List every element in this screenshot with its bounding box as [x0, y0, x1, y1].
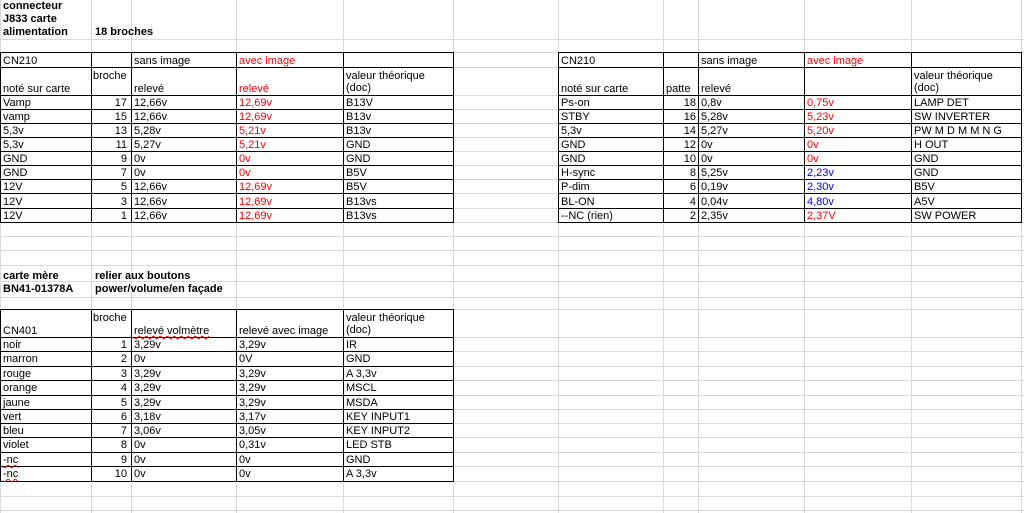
left-cell-valeur[interactable]: B13V	[346, 97, 373, 109]
bottom-cell-wire-color-text: marron	[3, 353, 38, 365]
left-cell-releve[interactable]: 5,28v	[134, 125, 161, 137]
right-cell-pin[interactable]: 14	[683, 125, 696, 137]
right-cell-valeur[interactable]: A5V	[914, 196, 935, 208]
right-header-note[interactable]: noté sur carte	[561, 83, 629, 95]
bottom-cell-releve-image[interactable]: 3,29v	[239, 368, 266, 380]
bottom-cell-releve-volmetre[interactable]: 0v	[134, 439, 146, 451]
right-cell-note[interactable]: BL-ON	[561, 196, 595, 208]
table-border-line	[0, 222, 454, 223]
bottom-cell-pin[interactable]: 2	[120, 353, 127, 365]
left-cell-releve[interactable]: 12,66v	[134, 181, 168, 193]
table-border-line	[1021, 52, 1022, 223]
table-border-line	[0, 380, 454, 381]
bottom-cell-releve-image[interactable]: 3,29v	[239, 382, 266, 394]
right-cell-releve[interactable]: 5,27v	[701, 125, 728, 137]
bottom-cell-wire-color[interactable]	[3, 454, 18, 466]
header-title-line-1[interactable]: connecteur	[3, 0, 63, 12]
right-cell-releve-image[interactable]: 2,30v	[807, 181, 834, 193]
right-cell-note[interactable]: --NC (rien)	[561, 210, 613, 222]
bottom-cell-wire-color[interactable]	[3, 339, 21, 351]
bottom-cell-wire-color-text: violet	[3, 439, 29, 451]
bottom-cell-wire-color[interactable]	[3, 353, 38, 365]
grid-row-line	[0, 236, 1024, 237]
table-border-line	[0, 309, 454, 310]
left-table-name[interactable]: CN210	[3, 55, 38, 67]
left-cell-releve-image[interactable]: 12,69v	[239, 111, 273, 123]
left-cell-releve[interactable]: 0v	[134, 153, 146, 165]
bottom-cell-wire-color-text: -nc	[3, 454, 19, 466]
left-cell-pin[interactable]: 15	[114, 111, 127, 123]
right-cell-valeur[interactable]: GND	[914, 153, 939, 165]
table-border-line	[0, 109, 454, 110]
table-border-line	[0, 309, 1, 482]
bottom-cell-wire-color[interactable]	[3, 439, 29, 451]
left-cell-valeur[interactable]: B5V	[346, 181, 367, 193]
right-table-name[interactable]: CN210	[561, 55, 596, 67]
bottom-cell-releve-image[interactable]: 0,31v	[239, 439, 266, 451]
right-cell-releve[interactable]: 0,04v	[701, 196, 728, 208]
bottom-cell-pin[interactable]: 8	[120, 439, 127, 451]
table-border-line	[343, 52, 344, 223]
right-cell-releve-image[interactable]: 0v	[807, 153, 819, 165]
bottom-cell-pin[interactable]: 4	[120, 382, 127, 394]
bottom-cell-pin[interactable]: 6	[120, 411, 127, 423]
left-cell-releve[interactable]: 12,66v	[134, 111, 168, 123]
left-cell-releve[interactable]: 12,66v	[134, 210, 168, 222]
right-cell-releve[interactable]: 0,19v	[701, 181, 728, 193]
table-border-line	[0, 481, 454, 482]
bottom-header-pin[interactable]: broche	[93, 312, 127, 324]
right-cell-releve-image[interactable]: 0,75v	[807, 97, 834, 109]
right-cell-releve[interactable]: 5,28v	[701, 111, 728, 123]
left-cell-note[interactable]: 12V	[3, 196, 23, 208]
left-cell-note[interactable]: 5,3v	[3, 125, 24, 137]
bottom-cell-releve-image[interactable]: 3,05v	[239, 425, 266, 437]
grid-row-line	[0, 250, 1024, 251]
right-cell-note[interactable]: GND	[561, 153, 586, 165]
right-cell-releve-image[interactable]: 2,23v	[807, 167, 834, 179]
table-border-line	[558, 67, 1022, 68]
left-cell-releve-image[interactable]: 0v	[239, 167, 251, 179]
right-header-releve[interactable]: relevé	[701, 83, 731, 95]
table-border-line	[558, 222, 1022, 223]
bottom-cell-wire-color[interactable]	[3, 382, 37, 394]
table-border-line	[0, 409, 454, 410]
bottom-cell-valeur[interactable]: MSCL	[346, 382, 377, 394]
left-cell-releve-image[interactable]: 12,69v	[239, 196, 273, 208]
header-title-line-2[interactable]: J833 carte	[3, 13, 57, 25]
bottom-header-releve-volmetre-text: relevé volmètre	[134, 325, 210, 337]
right-cell-note[interactable]: H-sync	[561, 167, 596, 179]
right-cell-releve[interactable]: 2,35v	[701, 210, 728, 222]
right-cell-note[interactable]: GND	[561, 139, 586, 151]
left-cell-releve-image[interactable]: 5,21v	[239, 125, 266, 137]
table-border-line	[0, 165, 454, 166]
bottom-cell-releve-image[interactable]: 0v	[239, 468, 251, 480]
left-cell-pin[interactable]: 13	[114, 125, 127, 137]
right-cell-releve[interactable]: 0v	[701, 139, 713, 151]
bottom-cell-wire-color[interactable]	[3, 411, 21, 423]
right-cell-pin[interactable]: 8	[689, 167, 696, 179]
bottom-cell-wire-color[interactable]	[3, 425, 24, 437]
grid-row-line	[0, 510, 1024, 511]
right-cell-valeur[interactable]: PW M D M M N G	[914, 125, 1002, 137]
left-cell-pin[interactable]: 9	[120, 153, 127, 165]
left-cell-releve-image[interactable]: 5,21v	[239, 139, 266, 151]
table-border-line	[0, 208, 454, 209]
table-border-line	[558, 165, 1022, 166]
bottom-cell-pin[interactable]: 5	[120, 397, 127, 409]
right-header-pin[interactable]: patte	[666, 83, 691, 95]
right-header-valeur[interactable]: valeur théorique (doc)	[914, 70, 993, 95]
right-cell-note[interactable]: 5,3v	[561, 125, 582, 137]
grid-row-line	[0, 297, 1024, 298]
right-cell-valeur[interactable]: SW INVERTER	[914, 111, 991, 123]
right-cell-valeur[interactable]: SW POWER	[914, 210, 977, 222]
left-cell-releve[interactable]: 0v	[134, 167, 146, 179]
left-cell-releve-image[interactable]: 12,69v	[239, 181, 273, 193]
table-border-line	[0, 423, 454, 424]
table-border-line	[558, 52, 1022, 53]
bottom-cell-releve-image[interactable]: 3,29v	[239, 397, 266, 409]
bottom-cell-releve-image[interactable]: 3,29v	[239, 339, 266, 351]
bottom-cell-valeur[interactable]: IR	[346, 339, 357, 351]
table-border-line	[131, 52, 132, 223]
bottom-cell-pin[interactable]: 3	[120, 368, 127, 380]
left-header-valeur[interactable]: valeur théorique (doc)	[346, 70, 425, 95]
table-border-line	[558, 208, 1022, 209]
table-border-line	[558, 95, 1022, 96]
table-border-line	[558, 193, 1022, 194]
right-cell-valeur[interactable]: B5V	[914, 181, 935, 193]
left-cell-valeur[interactable]: B13v	[346, 125, 372, 137]
table-border-line	[0, 52, 454, 53]
bottom-cell-pin[interactable]: 9	[120, 454, 127, 466]
left-cell-releve[interactable]: 5,27v	[134, 139, 161, 151]
right-cell-pin[interactable]: 10	[683, 153, 696, 165]
bottom-cell-releve-image[interactable]: 0V	[239, 353, 253, 365]
right-cell-releve[interactable]: 5,25v	[701, 167, 728, 179]
table-border-line	[558, 52, 559, 223]
right-cell-pin[interactable]: 12	[683, 139, 696, 151]
bottom-cell-valeur[interactable]: MSDA	[346, 397, 378, 409]
table-border-line	[453, 309, 454, 482]
left-cell-releve[interactable]: 12,66v	[134, 196, 168, 208]
bottom-table-name[interactable]: CN401	[3, 325, 38, 337]
table-border-line	[0, 437, 454, 438]
table-border-line	[911, 52, 912, 223]
table-border-line	[558, 123, 1022, 124]
table-border-line	[453, 52, 454, 223]
bottom-header-releve-volmetre[interactable]	[134, 325, 209, 337]
left-cell-valeur[interactable]: GND	[346, 139, 371, 151]
left-cell-note[interactable]: 12V	[3, 210, 23, 222]
left-cell-valeur[interactable]: B13vs	[346, 196, 377, 208]
table-border-line	[0, 67, 454, 68]
bottom-cell-wire-color-text: noir	[3, 339, 22, 351]
bottom-cell-wire-color-text: rouge	[3, 368, 32, 380]
table-border-line	[0, 123, 454, 124]
left-cell-valeur[interactable]: GND	[346, 153, 371, 165]
right-cell-releve[interactable]: 0v	[701, 153, 713, 165]
right-cell-valeur[interactable]: H OUT	[914, 139, 949, 151]
right-cell-note[interactable]: Ps-on	[561, 97, 590, 109]
right-cell-releve[interactable]: 0,8v	[701, 97, 722, 109]
bottom-cell-wire-color-text: orange	[3, 382, 38, 394]
left-cell-note[interactable]: 5,3v	[3, 139, 24, 151]
bottom-cell-releve-volmetre[interactable]: 3,29v	[134, 339, 161, 351]
left-cell-pin[interactable]: 5	[120, 181, 127, 193]
bottom-cell-valeur[interactable]: GND	[346, 454, 371, 466]
right-cell-pin[interactable]: 4	[689, 196, 696, 208]
bottom-cell-wire-color-text: -nc	[3, 468, 19, 480]
table-border-line	[236, 309, 237, 482]
table-border-line	[558, 109, 1022, 110]
left-cell-note[interactable]: 12V	[3, 181, 23, 193]
table-border-line	[804, 52, 805, 223]
left-header-note[interactable]: noté sur carte	[3, 83, 71, 95]
bottom-cell-wire-color[interactable]	[3, 397, 30, 409]
table-border-line	[91, 309, 92, 482]
bottom-cell-pin[interactable]: 1	[120, 339, 127, 351]
table-border-line	[0, 137, 454, 138]
table-border-line	[0, 179, 454, 180]
section2-title-line-2[interactable]: BN41-01378A	[3, 283, 74, 295]
left-cell-pin[interactable]: 17	[114, 97, 127, 109]
right-cell-pin[interactable]: 2	[689, 210, 696, 222]
table-border-line	[0, 337, 454, 338]
left-cell-releve[interactable]: 12,66v	[134, 97, 168, 109]
right-cell-note[interactable]: STBY	[561, 111, 590, 123]
bottom-cell-valeur[interactable]: LED STB	[346, 439, 392, 451]
right-cell-releve-image[interactable]: 5,20v	[807, 125, 834, 137]
bottom-cell-valeur[interactable]: GND	[346, 353, 371, 365]
bottom-cell-wire-color[interactable]	[3, 368, 31, 380]
right-cell-pin[interactable]: 6	[689, 181, 696, 193]
table-border-line	[0, 52, 1, 223]
left-cell-releve-image[interactable]: 12,69v	[239, 210, 273, 222]
bottom-cell-releve-image[interactable]: 3,17v	[239, 411, 266, 423]
bottom-cell-valeur[interactable]: A 3,3v	[346, 468, 377, 480]
right-cell-pin[interactable]: 16	[683, 111, 696, 123]
left-header-avec-image[interactable]: avec image	[239, 55, 296, 67]
table-border-line	[0, 366, 454, 367]
table-border-line	[558, 151, 1022, 152]
left-cell-pin[interactable]: 11	[115, 139, 127, 151]
right-cell-pin[interactable]: 18	[683, 97, 696, 109]
bottom-cell-valeur[interactable]: KEY INPUT1	[346, 411, 410, 423]
left-header-sans-image[interactable]: sans image	[134, 55, 191, 67]
table-border-line	[698, 52, 699, 223]
table-border-line	[91, 52, 92, 223]
table-border-line	[131, 309, 132, 482]
bottom-cell-wire-color-text: bleu	[3, 425, 24, 437]
table-border-line	[0, 151, 454, 152]
table-border-line	[0, 452, 454, 453]
section2-title-line-1[interactable]: carte mère	[3, 270, 59, 282]
right-cell-releve-image[interactable]: 5,23v	[807, 111, 834, 123]
bottom-cell-releve-image[interactable]: 0v	[239, 454, 251, 466]
bottom-cell-valeur[interactable]: A 3,3v	[346, 368, 377, 380]
bottom-header-valeur[interactable]: valeur théorique (doc)	[346, 312, 425, 337]
left-cell-pin[interactable]: 7	[120, 167, 127, 179]
grid-row-line	[0, 496, 1024, 497]
table-border-line	[558, 137, 1022, 138]
table-border-line	[0, 395, 454, 396]
bottom-cell-releve-volmetre[interactable]: 0v	[134, 468, 146, 480]
left-cell-pin[interactable]: 1	[120, 210, 127, 222]
right-cell-releve-image[interactable]: 0v	[807, 139, 819, 151]
grid-row-line	[0, 39, 1024, 40]
left-cell-note[interactable]: vamp	[3, 111, 30, 123]
bottom-cell-wire-color-text: vert	[3, 411, 22, 423]
left-cell-note[interactable]: GND	[3, 153, 28, 165]
left-cell-pin[interactable]: 3	[120, 196, 127, 208]
header-title-line-3[interactable]: alimentation	[3, 26, 68, 38]
table-border-line	[0, 95, 454, 96]
left-header-pin[interactable]: broche	[93, 70, 127, 82]
left-cell-valeur[interactable]: B13vs	[346, 210, 377, 222]
bottom-cell-wire-color-text: jaune	[3, 397, 30, 409]
right-cell-valeur[interactable]: LAMP DET	[914, 97, 969, 109]
section2-note-line-1[interactable]: relier aux boutons	[95, 270, 191, 282]
right-header-avec-image[interactable]: avec image	[807, 55, 864, 67]
right-cell-releve-image[interactable]: 2,37V	[807, 210, 836, 222]
bottom-cell-releve-volmetre[interactable]: 3,29v	[134, 368, 161, 380]
right-cell-releve-image[interactable]: 4,80v	[807, 196, 834, 208]
right-cell-note[interactable]: P-dim	[561, 181, 590, 193]
table-border-line	[236, 52, 237, 223]
bottom-cell-valeur[interactable]: KEY INPUT2	[346, 425, 410, 437]
left-cell-note[interactable]: GND	[3, 167, 28, 179]
bottom-cell-releve-volmetre[interactable]: 0v	[134, 454, 146, 466]
right-cell-valeur[interactable]: GND	[914, 167, 939, 179]
bottom-cell-pin[interactable]: 10	[114, 468, 127, 480]
left-cell-releve-image[interactable]: 12,69v	[239, 97, 273, 109]
grid-row-line	[0, 265, 1024, 266]
bottom-cell-pin[interactable]: 7	[120, 425, 127, 437]
left-header-releve-1[interactable]: relevé	[134, 83, 164, 95]
left-cell-valeur[interactable]: B13v	[346, 111, 372, 123]
bottom-cell-releve-volmetre[interactable]: 3,29v	[134, 397, 161, 409]
left-cell-valeur[interactable]: B5V	[346, 167, 367, 179]
table-border-line	[0, 193, 454, 194]
table-border-line	[558, 179, 1022, 180]
left-cell-releve-image[interactable]: 0v	[239, 153, 251, 165]
bottom-cell-wire-color[interactable]	[3, 468, 18, 480]
bottom-cell-releve-volmetre[interactable]: 0v	[134, 353, 146, 365]
bottom-header-releve-avec-image[interactable]: relevé avec image	[239, 325, 329, 337]
left-header-releve-2[interactable]: relevé	[239, 83, 269, 95]
table-border-line	[0, 351, 454, 352]
table-border-line	[343, 309, 344, 482]
table-border-line	[0, 466, 454, 467]
right-header-sans-image[interactable]: sans image	[701, 55, 758, 67]
bottom-cell-releve-volmetre[interactable]: 3,18v	[134, 411, 161, 423]
header-pins-label[interactable]: 18 broches	[95, 26, 154, 38]
bottom-cell-releve-volmetre[interactable]: 3,29v	[134, 382, 161, 394]
left-cell-note[interactable]: Vamp	[3, 97, 31, 109]
bottom-cell-releve-volmetre[interactable]: 3,06v	[134, 425, 161, 437]
section2-note-line-2[interactable]: power/volume/en façade	[95, 283, 223, 295]
